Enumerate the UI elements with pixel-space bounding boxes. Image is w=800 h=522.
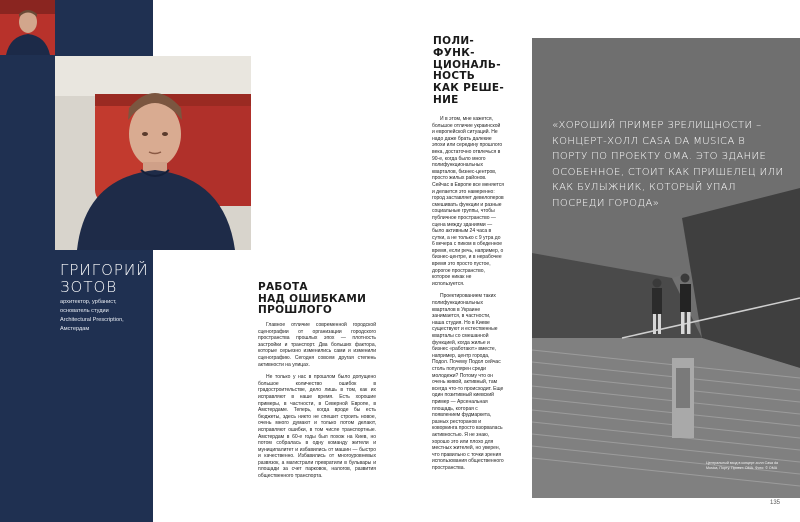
heading-line: РАБОТА: [258, 281, 308, 293]
portrait-photo: [55, 56, 251, 250]
bio-line: архитектор, урбанист,: [60, 299, 117, 305]
person-name: [60, 262, 160, 296]
architecture-photo: [532, 38, 800, 498]
heading-line: НОСТЬ: [433, 70, 476, 83]
heading-line: ПОЛИ-: [433, 35, 475, 47]
heading-line: ФУНК-: [433, 46, 475, 59]
heading-line: НАД ОШИБКАМИ: [258, 292, 367, 305]
person-bio: [60, 298, 152, 334]
bio-line: Architectural Prescription,: [60, 317, 124, 323]
paragraph: Проектированием таких полифункциональных кварталов в Украине занимается, в частности, наша студия. Но в Киеве существуют и естественные кварталы со смешанной функцией, когда жилье и бизнес «работают» вместе, например, центр города, Подол. Почему Подол сейчас столь популярен среди молодежи? Потому что он очень живой, активный, там всегда что-то происходит. Еще один позитивный киевский пример — Арсенальная площадь, которая с появлением фудмаркета, разных ресторанов и коворкинга просто взорвалась активностью. Я не знаю, хорошо это или плохо для местных жителей, но уверен, что правильно с точки зрения использования общественного пространства.: [432, 293, 504, 471]
heading-line: ПРОШЛОГО: [258, 304, 333, 316]
paragraph: И в этом, мне кажется, большое отличие украинской и европейской ситуаций. Не надо даже брать далекие эпохи или середину прошлого века, достаточно отвлечься в 90-е, когда было много полифункциональных кварталов, бизнес-центров, просто жилых районов. Сейчас в Европе все меняется и делается это намеренно: город заставляет девелоперов смешивать функции и разные социальные группы, чтобы публичное пространство — сцена между зданиями — было активным 24 часа в сутки, а не только с 9 утра до 6 вечера с пиком в обеденное время, если речь, например, о бизнес-центре, и в нерабочее время это просто пустое, дорогое пространство, которое никак не используется.: [432, 116, 504, 287]
bio-line: Амстердам: [60, 326, 90, 332]
body-text-right: [432, 116, 504, 477]
page-number: 135: [770, 500, 781, 506]
heading-line: ЦИОНАЛЬ-: [433, 58, 501, 71]
paragraph: Главное отличие современной городской сценографии от организации городского пространства прошлых эпох — плотность застройки и транспорт. Два больших фактора, которые серьезно изменились сами и изменили сценографию. Сегодня совсем другая степень активности на улицах.: [258, 322, 376, 368]
heading-line: КАК РЕШЕ-: [433, 82, 505, 95]
thumbnail-photo: [0, 0, 55, 55]
section-heading-left: [258, 282, 368, 317]
person-first-name: ГРИГОРИЙ: [60, 261, 149, 279]
pull-quote: «ХОРОШИЙ ПРИМЕР ЗРЕЛИЩНОСТИ – КОНЦЕРТ-ХОЛЛ CASA DA MUSICA В ПОРТУ ПО ПРОЕКТУ ОМА. ЭТО ЗДАНИЕ ОСОБЕННОЕ, СТОИТ КАК ПРИШЕЛЕЦ ИЛИ КАК БУЛЫЖНИК, КОТОРЫЙ УПАЛ ПОСРЕДИ ГОРОДА»: [552, 120, 784, 209]
bio-line: основатель студии: [60, 308, 109, 314]
person-last-name: ЗОТОВ: [60, 278, 118, 296]
paragraph: Не только у нас в прошлом было допущено большое количество ошибок в градостроительстве, дело лишь в том, как их исправляют в наше время. Есть хорошие примеры, в частности, в Северной Европе, в Амстердаме. Теперь, когда вроде бы есть бюджеты, здесь никто не спешит строить новое, очень много думают и только потом делают, исправляют ошибки, в том числе транспортные. Амстердам в 60-е годы был похож на Киев, но потом собралась в одну команду жители и муниципалитет и избавились от машин — быстро и качественно. Избавились от многоуровневых развязок, а магистрали превратили в бульвары и площади за счет парковок, налогов, развития общественного транспорта.: [258, 374, 376, 480]
photo-caption: Центральный вход в концерт-холл Casa da Musica, Порту. Проект: OMA. Фото: © OMA: [706, 461, 779, 470]
body-text-left: [258, 322, 376, 486]
section-heading-right: [433, 36, 523, 107]
heading-line: НИЕ: [433, 93, 459, 106]
